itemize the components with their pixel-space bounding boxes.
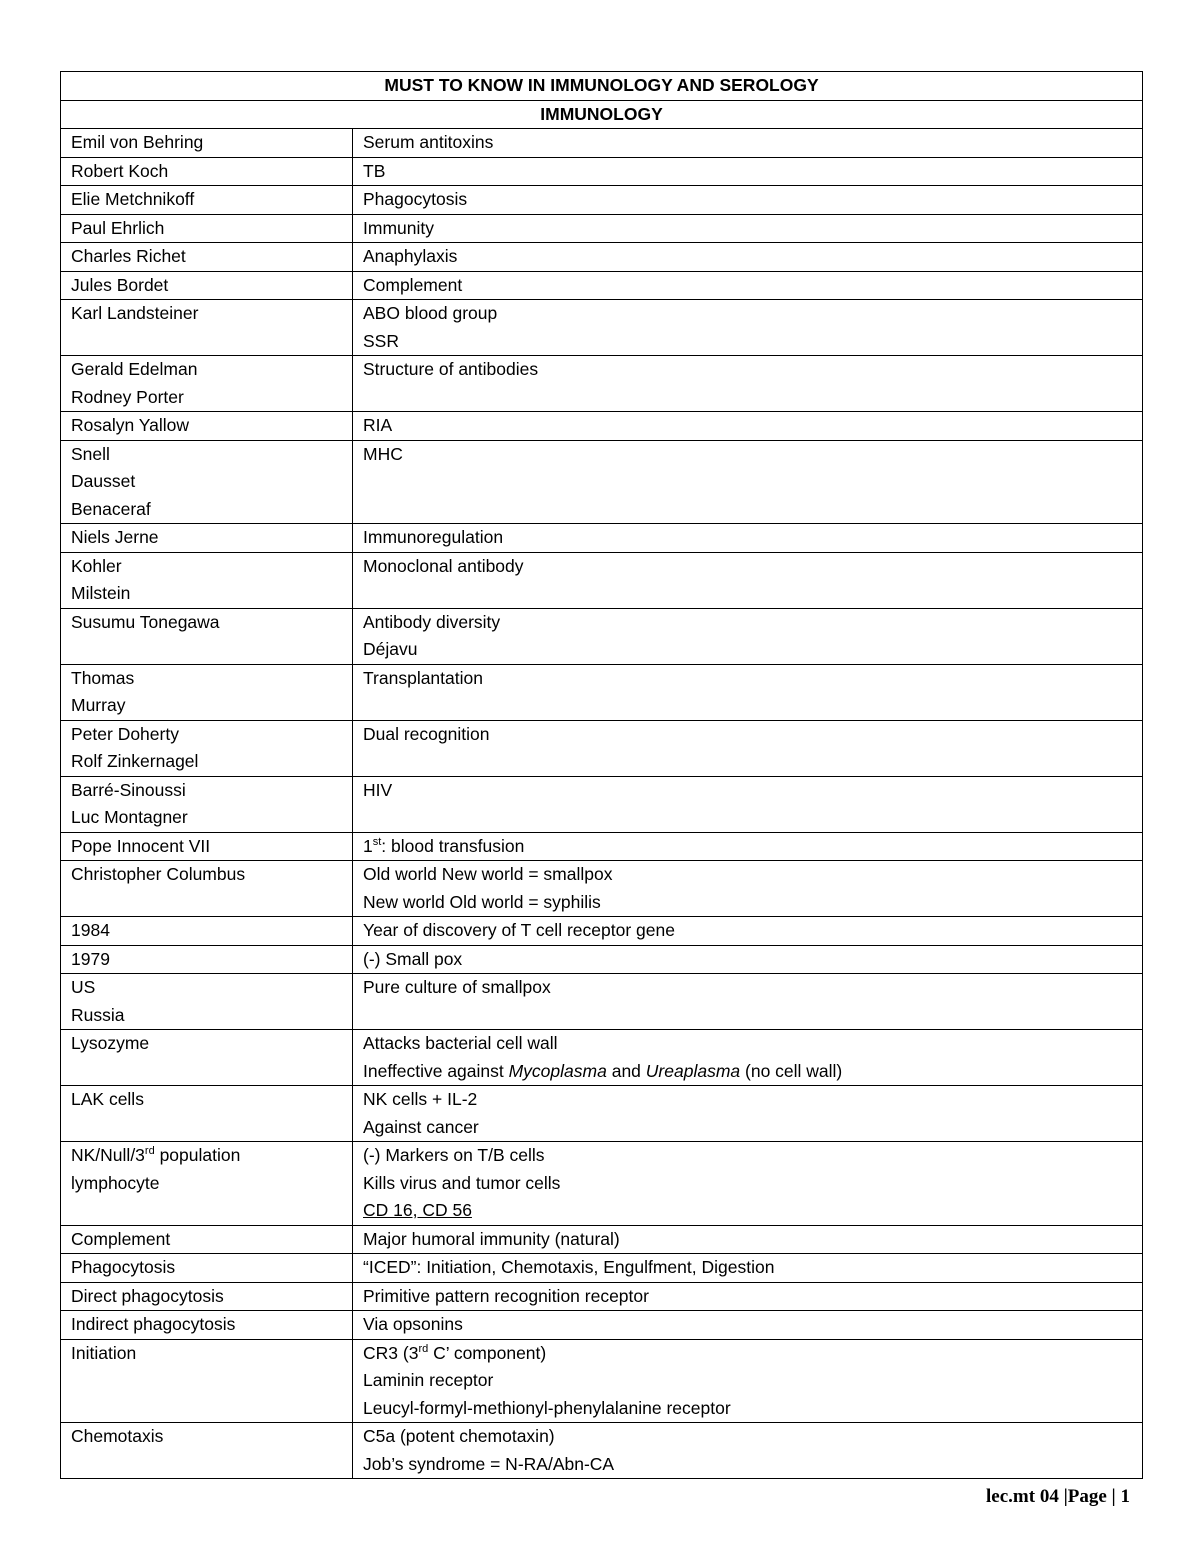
- cell-line: Thomas: [71, 667, 135, 688]
- table-row: [61, 300, 1143, 356]
- cell-line: Paul Ehrlich: [71, 217, 165, 238]
- term-cell: [61, 776, 353, 832]
- table-row: [61, 664, 1143, 720]
- cell-line: lymphocyte: [71, 1172, 160, 1193]
- cell-line: Gerald Edelman: [71, 359, 198, 379]
- title-row: [61, 72, 1143, 101]
- description-cell: [353, 524, 1143, 553]
- cell-line: Laminin receptor: [363, 1370, 494, 1390]
- term-cell: [61, 552, 353, 608]
- term-cell: [61, 832, 353, 861]
- cell-line: Indirect phagocytosis: [71, 1314, 236, 1334]
- table-row: [61, 832, 1143, 861]
- description-cell: [353, 861, 1143, 917]
- cell-line: Primitive pattern recognition receptor: [363, 1285, 649, 1306]
- table-row: [61, 129, 1143, 158]
- table-row: [61, 524, 1143, 553]
- underlined-text: CD 16, CD 56: [363, 1200, 472, 1220]
- description-cell: [353, 552, 1143, 608]
- cell-line: Karl Landsteiner: [71, 303, 199, 323]
- term-cell: [61, 1030, 353, 1086]
- table-row: [61, 1030, 1143, 1086]
- text-part: NK/Null/3: [71, 1145, 145, 1165]
- term-cell: [61, 157, 353, 186]
- cell-line: [363, 1197, 1142, 1225]
- cell-line: Snell: [71, 443, 110, 464]
- cell-line: Robert Koch: [71, 160, 169, 181]
- cell-line: ABO blood group: [363, 303, 498, 323]
- term-cell: [61, 412, 353, 441]
- cell-line: Complement: [363, 274, 463, 295]
- table-row: [61, 243, 1143, 272]
- cell-line: NK cells + IL-2: [363, 1089, 478, 1109]
- table-row: [61, 186, 1143, 215]
- term-cell: [61, 720, 353, 776]
- term-cell: [61, 271, 353, 300]
- superscript: rd: [144, 1145, 155, 1158]
- cell-line: (-) Markers on T/B cells: [363, 1145, 545, 1165]
- cell-line: Against cancer: [363, 1116, 479, 1137]
- cell-line: 1979: [71, 948, 110, 969]
- cell-line: Antibody diversity: [363, 611, 501, 632]
- cell-line: Christopher Columbus: [71, 864, 246, 884]
- cell-line: [363, 833, 1142, 861]
- cell-line: Structure of antibodies: [363, 359, 539, 379]
- description-cell: [353, 664, 1143, 720]
- term-cell: [61, 917, 353, 946]
- italic-organism: Mycoplasma: [508, 1060, 607, 1081]
- table-row: [61, 1225, 1143, 1254]
- section-heading: IMMUNOLOGY: [61, 100, 1143, 129]
- description-cell: [353, 129, 1143, 158]
- description-cell: [353, 1423, 1143, 1479]
- cell-line: Luc Montagner: [71, 807, 188, 827]
- table-row: [61, 861, 1143, 917]
- term-cell: [61, 1142, 353, 1226]
- description-cell: [353, 917, 1143, 946]
- cell-line: Phagocytosis: [363, 189, 468, 209]
- description-cell: [353, 412, 1143, 441]
- table-row: [61, 720, 1143, 776]
- cell-line: “ICED”: Initiation, Chemotaxis, Engulfment, Digestion: [363, 1257, 775, 1277]
- cell-line: Emil von Behring: [71, 132, 204, 152]
- description-cell: [353, 945, 1143, 974]
- cell-line: (-) Small pox: [363, 948, 463, 969]
- table-row: [61, 1086, 1143, 1142]
- term-cell: [61, 1086, 353, 1142]
- table-row: [61, 271, 1143, 300]
- description-cell: [353, 1142, 1143, 1226]
- text-part: 1: [363, 835, 373, 856]
- cell-line: Major humoral immunity (natural): [363, 1228, 620, 1249]
- table-row: [61, 945, 1143, 974]
- term-cell: [61, 214, 353, 243]
- cell-line: Charles Richet: [71, 246, 186, 266]
- cell-line: Niels Jerne: [71, 527, 159, 547]
- term-cell: [61, 129, 353, 158]
- cell-line: Jules Bordet: [71, 274, 169, 295]
- cell-line: Kohler: [71, 555, 122, 576]
- cell-line: Leucyl-formyl-methionyl-phenylalanine receptor: [363, 1397, 731, 1418]
- table-row: [61, 412, 1143, 441]
- cell-line: Immunity: [363, 217, 434, 238]
- cell-line: Chemotaxis: [71, 1426, 164, 1446]
- cell-line: Complement: [71, 1228, 171, 1249]
- table-row: [61, 1254, 1143, 1283]
- cell-line: Monoclonal antibody: [363, 555, 524, 576]
- cell-line: Rodney Porter: [71, 386, 184, 407]
- term-cell: [61, 300, 353, 356]
- cell-line: Rosalyn Yallow: [71, 415, 190, 435]
- description-cell: [353, 776, 1143, 832]
- cell-line: Initiation: [71, 1342, 137, 1363]
- cell-line: RIA: [363, 415, 393, 435]
- cell-line: Via opsonins: [363, 1314, 463, 1334]
- superscript: rd: [418, 1342, 429, 1355]
- term-cell: [61, 861, 353, 917]
- table-row: [61, 440, 1143, 524]
- table-row: [61, 1282, 1143, 1311]
- cell-line: Direct phagocytosis: [71, 1285, 224, 1306]
- description-cell: [353, 720, 1143, 776]
- section-row: [61, 100, 1143, 129]
- term-cell: [61, 186, 353, 215]
- cell-line: New world Old world = syphilis: [363, 891, 601, 912]
- description-cell: [353, 1030, 1143, 1086]
- cell-line: Barré-Sinoussi: [71, 779, 186, 800]
- table-row: [61, 917, 1143, 946]
- table-row: [61, 1142, 1143, 1226]
- description-cell: [353, 186, 1143, 215]
- table-row: [61, 157, 1143, 186]
- cell-line: Benaceraf: [71, 498, 151, 519]
- cell-line: [71, 1142, 352, 1170]
- description-cell: [353, 300, 1143, 356]
- description-cell: [353, 832, 1143, 861]
- description-cell: [353, 271, 1143, 300]
- table-row: [61, 214, 1143, 243]
- cell-line: Transplantation: [363, 667, 483, 688]
- superscript: st: [372, 835, 382, 848]
- description-cell: [353, 214, 1143, 243]
- cell-line: 1984: [71, 920, 110, 940]
- cell-line: Year of discovery of T cell receptor gene: [363, 920, 675, 940]
- cell-line: TB: [363, 160, 386, 181]
- cell-line: C5a (potent chemotaxin): [363, 1426, 555, 1446]
- term-cell: [61, 664, 353, 720]
- description-cell: [353, 1254, 1143, 1283]
- term-cell: [61, 243, 353, 272]
- cell-line: Lysozyme: [71, 1033, 150, 1053]
- cell-line: Anaphylaxis: [363, 246, 458, 266]
- cell-line: Job’s syndrome = N-RA/Abn-CA: [363, 1453, 615, 1474]
- table-row: [61, 1339, 1143, 1423]
- term-cell: [61, 974, 353, 1030]
- text-part: (no cell wall): [740, 1060, 843, 1081]
- table-row: [61, 356, 1143, 412]
- term-cell: [61, 1339, 353, 1423]
- text-part: CR3 (3: [363, 1342, 419, 1363]
- cell-line: Dual recognition: [363, 723, 490, 744]
- cell-line: US: [71, 977, 96, 997]
- table-row: [61, 776, 1143, 832]
- italic-organism: Ureaplasma: [645, 1060, 741, 1081]
- cell-line: HIV: [363, 779, 393, 800]
- page-footer: lec.mt 04 |Page | 1: [986, 1486, 1130, 1507]
- table-row: [61, 1311, 1143, 1340]
- cell-line: Serum antitoxins: [363, 132, 494, 152]
- description-cell: [353, 1339, 1143, 1423]
- description-cell: [353, 1311, 1143, 1340]
- cell-line: Pure culture of smallpox: [363, 977, 551, 997]
- term-cell: [61, 945, 353, 974]
- description-cell: [353, 157, 1143, 186]
- description-cell: [353, 356, 1143, 412]
- description-cell: [353, 1282, 1143, 1311]
- term-cell: [61, 1225, 353, 1254]
- term-cell: [61, 1423, 353, 1479]
- cell-line: Phagocytosis: [71, 1257, 176, 1277]
- cell-line: Dausset: [71, 471, 136, 491]
- cell-line: Murray: [71, 695, 126, 715]
- term-cell: [61, 524, 353, 553]
- cell-line: Peter Doherty: [71, 723, 179, 744]
- term-cell: [61, 1282, 353, 1311]
- text-part: C’ component): [428, 1342, 547, 1363]
- cell-line: Attacks bacterial cell wall: [363, 1033, 558, 1053]
- text-part: Ineffective against: [363, 1060, 509, 1081]
- cell-line: Old world New world = smallpox: [363, 864, 613, 884]
- term-cell: [61, 1254, 353, 1283]
- cell-line: Déjavu: [363, 639, 418, 659]
- table-row: [61, 608, 1143, 664]
- cell-line: Susumu Tonegawa: [71, 611, 220, 632]
- cell-line: LAK cells: [71, 1089, 144, 1109]
- table-row: [61, 552, 1143, 608]
- cell-line: [363, 1058, 1142, 1086]
- table-row: [61, 974, 1143, 1030]
- description-cell: [353, 440, 1143, 524]
- text-part: : blood transfusion: [381, 835, 525, 856]
- cell-line: Elie Metchnikoff: [71, 189, 195, 209]
- cell-line: Russia: [71, 1004, 125, 1025]
- cell-line: Rolf Zinkernagel: [71, 751, 199, 771]
- cell-line: Kills virus and tumor cells: [363, 1172, 561, 1193]
- term-cell: [61, 356, 353, 412]
- term-cell: [61, 1311, 353, 1340]
- description-cell: [353, 1086, 1143, 1142]
- text-part: population: [154, 1145, 241, 1165]
- cell-line: Immunoregulation: [363, 527, 504, 547]
- document-title: MUST TO KNOW IN IMMUNOLOGY AND SEROLOGY: [61, 72, 1143, 101]
- description-cell: [353, 608, 1143, 664]
- term-cell: [61, 440, 353, 524]
- cell-line: MHC: [363, 443, 403, 464]
- cell-line: Milstein: [71, 583, 131, 603]
- table-row: [61, 1423, 1143, 1479]
- description-cell: [353, 1225, 1143, 1254]
- description-cell: [353, 974, 1143, 1030]
- immunology-table: [60, 71, 1143, 1479]
- term-cell: [61, 608, 353, 664]
- cell-line: SSR: [363, 330, 399, 351]
- text-part: and: [606, 1060, 646, 1081]
- description-cell: [353, 243, 1143, 272]
- cell-line: [363, 1340, 1142, 1368]
- cell-line: Pope Innocent VII: [71, 835, 211, 856]
